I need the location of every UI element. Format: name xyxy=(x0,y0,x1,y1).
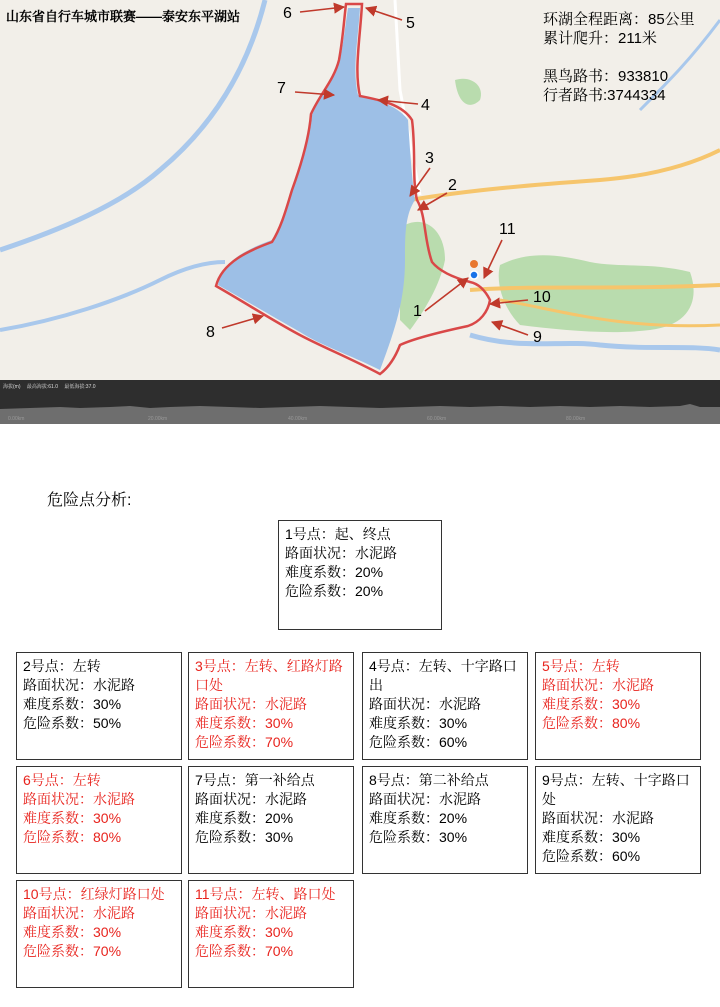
difficulty: 难度系数：30% xyxy=(542,829,641,845)
elevation-chart xyxy=(0,380,720,424)
danger: 危险系数：80% xyxy=(542,715,641,731)
marker-label-4: 4 xyxy=(421,97,430,114)
elevation-tick-80: 80.00km xyxy=(566,416,586,422)
elevation-axis-label: 海拔(m) xyxy=(3,384,21,390)
point-card-9 xyxy=(535,766,701,874)
elevation-tick-60: 60.00km xyxy=(427,416,447,422)
elevation-max: 最高海拔:61.0 xyxy=(26,384,59,390)
poi-pin-icon xyxy=(470,260,478,268)
elevation-min: 最低海拔:37.0 xyxy=(64,384,96,390)
marker-label-7: 7 xyxy=(277,80,286,97)
danger: 危险系数：20% xyxy=(285,583,384,599)
point-name: 7号点：第一补给点 xyxy=(195,772,315,788)
marker-label-2: 2 xyxy=(448,177,457,194)
difficulty: 难度系数：30% xyxy=(195,924,294,940)
route-stats xyxy=(543,10,695,105)
point-card-4 xyxy=(362,652,528,760)
danger: 危险系数：60% xyxy=(542,848,641,864)
point-name: 1号点：起、终点 xyxy=(285,526,391,542)
point-name: 9号点：左转、十字路口处 xyxy=(542,772,690,807)
road-condition: 路面状况：水泥路 xyxy=(195,905,307,921)
point-card-6 xyxy=(16,766,182,874)
point-card-3 xyxy=(188,652,354,760)
difficulty: 难度系数：30% xyxy=(23,696,122,712)
difficulty: 难度系数：20% xyxy=(285,564,384,580)
road-condition: 路面状况：水泥路 xyxy=(542,677,654,693)
road-condition: 路面状况：水泥路 xyxy=(23,905,135,921)
xingzhe-route-id: 行者路书:3744334 xyxy=(543,87,666,104)
road-condition: 路面状况：水泥路 xyxy=(195,791,307,807)
point-name: 3号点：左转、红路灯路口处 xyxy=(195,658,343,693)
danger: 危险系数：80% xyxy=(23,829,122,845)
road-condition: 路面状况：水泥路 xyxy=(23,677,135,693)
total-distance: 环湖全程距离：85公里 xyxy=(543,11,695,28)
point-card-10 xyxy=(16,880,182,988)
point-name: 11号点：左转、路口处 xyxy=(195,886,336,902)
point-name: 5号点：左转 xyxy=(542,658,620,674)
point-name: 6号点：左转 xyxy=(23,772,101,788)
marker-label-3: 3 xyxy=(425,150,434,167)
difficulty: 难度系数：30% xyxy=(369,715,468,731)
elevation-tick-40: 40.00km xyxy=(288,416,308,422)
elevation-tick-20: 20.00km xyxy=(148,416,168,422)
stats-spacer xyxy=(543,48,695,67)
road-condition: 路面状况：水泥路 xyxy=(369,791,481,807)
point-card-2 xyxy=(16,652,182,760)
elevation-area xyxy=(0,404,720,424)
point-card-11 xyxy=(188,880,354,988)
point-card-8 xyxy=(362,766,528,874)
difficulty: 难度系数：30% xyxy=(23,810,122,826)
difficulty: 难度系数：30% xyxy=(542,696,641,712)
elevation-tick-0: 0.00km xyxy=(8,416,25,422)
point-name: 4号点：左转、十字路口出 xyxy=(369,658,517,693)
difficulty: 难度系数：30% xyxy=(23,924,122,940)
danger: 危险系数：60% xyxy=(369,734,468,750)
blackbird-route-id: 黑鸟路书：933810 xyxy=(543,68,669,85)
road-condition: 路面状况：水泥路 xyxy=(195,696,307,712)
marker-label-1: 1 xyxy=(413,303,422,320)
marker-label-8: 8 xyxy=(206,324,215,341)
danger: 危险系数：70% xyxy=(195,734,294,750)
danger: 危险系数：70% xyxy=(23,943,122,959)
point-card-5 xyxy=(535,652,701,760)
danger: 危险系数：30% xyxy=(195,829,294,845)
point-name: 10号点：红绿灯路口处 xyxy=(23,886,165,902)
total-climb: 累计爬升：211米 xyxy=(543,30,657,47)
point-name: 2号点：左转 xyxy=(23,658,101,674)
map-title: 山东省自行车城市联赛——泰安东平湖站 xyxy=(6,9,241,24)
danger: 危险系数：70% xyxy=(195,943,294,959)
point-name: 8号点：第二补给点 xyxy=(369,772,489,788)
difficulty: 难度系数：20% xyxy=(369,810,468,826)
danger: 危险系数：30% xyxy=(369,829,468,845)
marker-label-11: 11 xyxy=(499,221,516,238)
danger-analysis-title: 危险点分析: xyxy=(47,492,132,509)
difficulty: 难度系数：30% xyxy=(195,715,294,731)
road-condition: 路面状况：水泥路 xyxy=(369,696,481,712)
elevation-profile[interactable] xyxy=(0,380,720,424)
road-condition: 路面状况：水泥路 xyxy=(285,545,397,561)
road-condition: 路面状况：水泥路 xyxy=(23,791,135,807)
marker-label-5: 5 xyxy=(406,15,415,32)
start-point-marker[interactable] xyxy=(470,271,478,279)
elevation-header xyxy=(3,383,101,390)
marker-label-9: 9 xyxy=(533,329,542,346)
road-condition: 路面状况：水泥路 xyxy=(542,810,654,826)
marker-label-6: 6 xyxy=(283,5,292,22)
difficulty: 难度系数：20% xyxy=(195,810,294,826)
marker-label-10: 10 xyxy=(533,289,551,306)
point-card-1 xyxy=(278,520,442,630)
point-card-7 xyxy=(188,766,354,874)
danger: 危险系数：50% xyxy=(23,715,122,731)
